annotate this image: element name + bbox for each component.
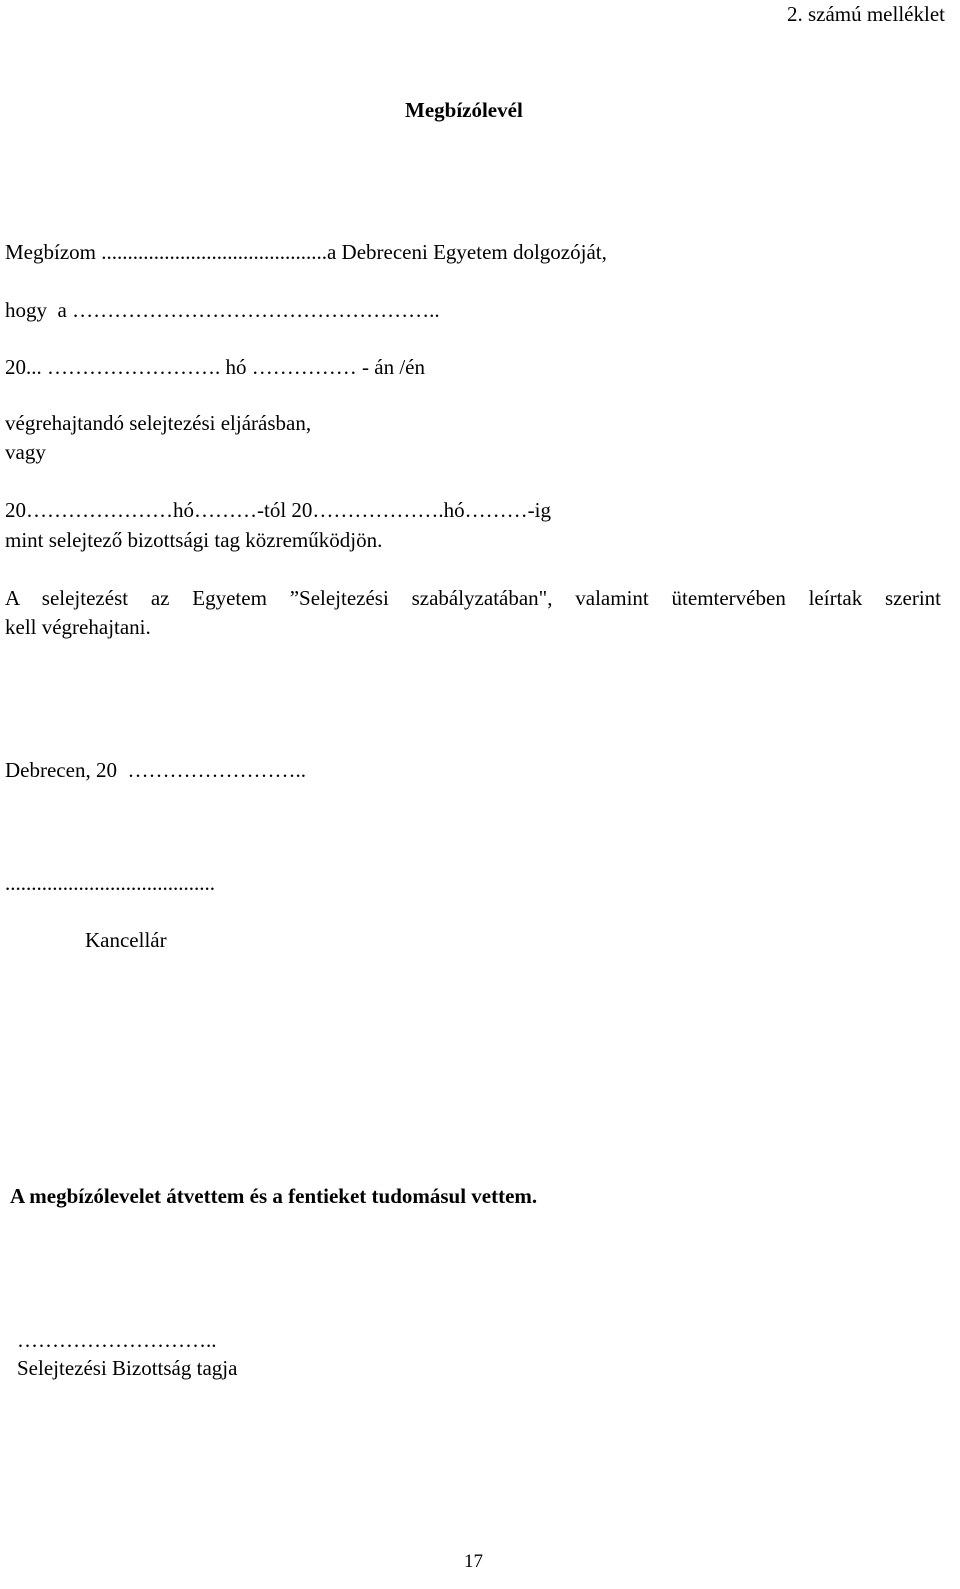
body-line-hogy: hogy a …………………………………………….. [5, 298, 440, 322]
body-line-execute: kell végrehajtani. [5, 615, 151, 639]
place-date: Debrecen, 20 …………………….. [5, 758, 306, 782]
body-line-procedure: végrehajtandó selejtezési eljárásban, [5, 411, 312, 435]
member-role: Selejtezési Bizottság tagja [17, 1356, 238, 1380]
body-line-rules: A selejtezést az Egyetem ”Selejtezési szabályzatában", valamint ütemtervében leírtak szerint [5, 586, 941, 610]
signature-line: ........................................ [5, 871, 215, 895]
body-line-date-1: 20... ……………………. hó …………… - án /én [5, 355, 425, 379]
member-signature-line: ……………………….. [17, 1328, 217, 1352]
acknowledgement-statement: A megbízólevelet átvettem és a fentieket tudomásul vettem. [10, 1184, 538, 1208]
page-title: Megbízólevél [405, 98, 523, 122]
page-number: 17 [464, 1551, 483, 1572]
body-line-date-range: 20…………………hó………-tól 20……………….hó………-ig [5, 498, 551, 522]
body-line-delegation: Megbízom ...........................................a Debreceni Egyetem dolgozóját, [5, 240, 607, 264]
body-line-committee: mint selejtező bizottsági tag közreműködjön. [5, 528, 383, 552]
body-line-vagy: vagy [5, 440, 46, 464]
appendix-label: 2. számú melléklet [786, 2, 945, 26]
signature-role: Kancellár [85, 928, 167, 952]
